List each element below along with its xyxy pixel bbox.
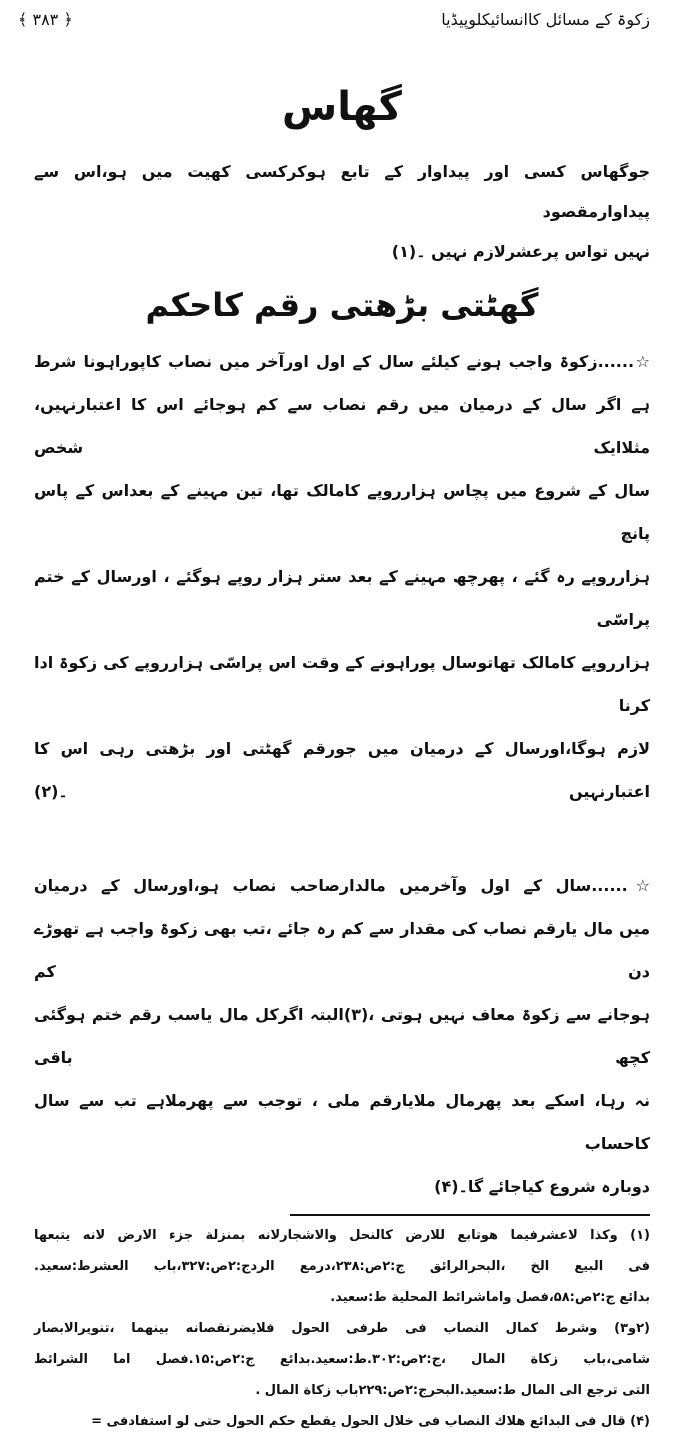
body-line: دوبارہ شروع کیاجائے گا۔(۴) [434, 1177, 650, 1196]
body-line: ہے اگر سال کے درمیان میں رقم نصاب سے کم ہوجائے اس کا اعتبارنہیں، مثلاایک شخص [34, 395, 650, 457]
body-line: میں مال یارقم نصاب کی مقدار سے کم رہ جائے ،تب بھی زکوۃ واجب ہے تھوڑے دن کم [34, 919, 650, 981]
body-line: لازم ہوگا،اورسال کے درمیان میں جورقم گھٹتی اور بڑھتی رہی اس کا اعتبارنہیں ۔(۲) [34, 739, 650, 801]
running-title: زکوۃ کے مسائل کاانسائیکلوپیڈیا [441, 10, 650, 29]
footnote-line: فی البیع الخ ،البحرالرائق ج:۲ص:۲۳۸،درمع الردج:۲ص:۳۲۷،باب العشرط:سعید. [34, 1259, 650, 1274]
body-line: ☆......زکوۃ واجب ہونے کیلئے سال کے اول اورآخر میں نصاب کاپوراہونا شرط [34, 352, 650, 371]
page-content [34, 62, 650, 1437]
paragraph-gap [34, 813, 650, 864]
footnote-line: التی ترجع الی المال ط:سعید.البحرج:۲ص:۲۲۹باب زکاة المال . [255, 1383, 650, 1398]
body-line: ہوجانے سے زکوۃ معاف نہیں ہوتی ،(۳)البتہ اگرکل مال یاسب رقم ختم ہوگئی کچھ باقی [34, 1005, 650, 1067]
footnote-line: (۱) وکذا لاعشرفیما هوتابع للارض کالنحل والاشجارلانه بمنزلة جزء الارض لانه یتبعها [34, 1228, 650, 1243]
footnote-line: (۴) قال فی البدائع هلاك النصاب فی خلال الحول یقطع حکم الحول حتی لو استفادفی = [91, 1414, 650, 1429]
footnote-line: شامی،باب زکاة المال ،ج:۲ص:۳۰۲.ط:سعید.بدائع ج:۲ص:۱۵.فصل اما الشرائط [34, 1352, 650, 1367]
body-line: نہیں تواس پرعشرلازم نہیں ۔(۱) [391, 242, 650, 261]
body-line: ☆......سال کے اول وآخرمیں مالدارصاحب نصاب ہو،اورسال کے درمیان [34, 876, 650, 895]
body-line: سال کے شروع میں پچاس ہزارروپے کامالک تھا، تین مہینے کے بعداس کے پاس پانچ [34, 481, 650, 543]
footnote-separator [290, 1214, 650, 1216]
body-line: نہ رہا، اسکے بعد پھرمال ملایارقم ملی ، توجب سے پھرملاہے تب سے سال کاحساب [34, 1091, 650, 1153]
body-line: جوگھاس کسی اور پیداوار کے تابع ہوکرکسی کھیت میں ہو،اس سے پیداوارمقصود [34, 162, 650, 221]
footnote-line: بدائع ج:۲ص:۵۸،فصل واماشرائط المحلیة ط:سعید. [330, 1290, 650, 1305]
body-line: ہزارروپے رہ گئے ، پھرچھ مہینے کے بعد ستر ہزار روپے ہوگئے ، اورسال کے ختم پراسّی [34, 567, 650, 629]
section-title-grass: گھاس [282, 84, 402, 130]
section-title-fluctuating-amount: گھٹتی بڑھتی رقم کاحکم [145, 286, 539, 324]
footnote-line: (۲و۳) وشرط کمال النصاب فی طرفی الحول فلایضرنقصانه بینهما ،تنویرالابصار [34, 1321, 650, 1336]
page-number: ﴿ ۳۸۳ ﴾ [18, 10, 73, 29]
body-line: ہزارروپے کامالک تھاتوسال پوراہونے کے وقت اس پراسّی ہزارروپے کی زکوۃ ادا کرنا [34, 653, 650, 715]
